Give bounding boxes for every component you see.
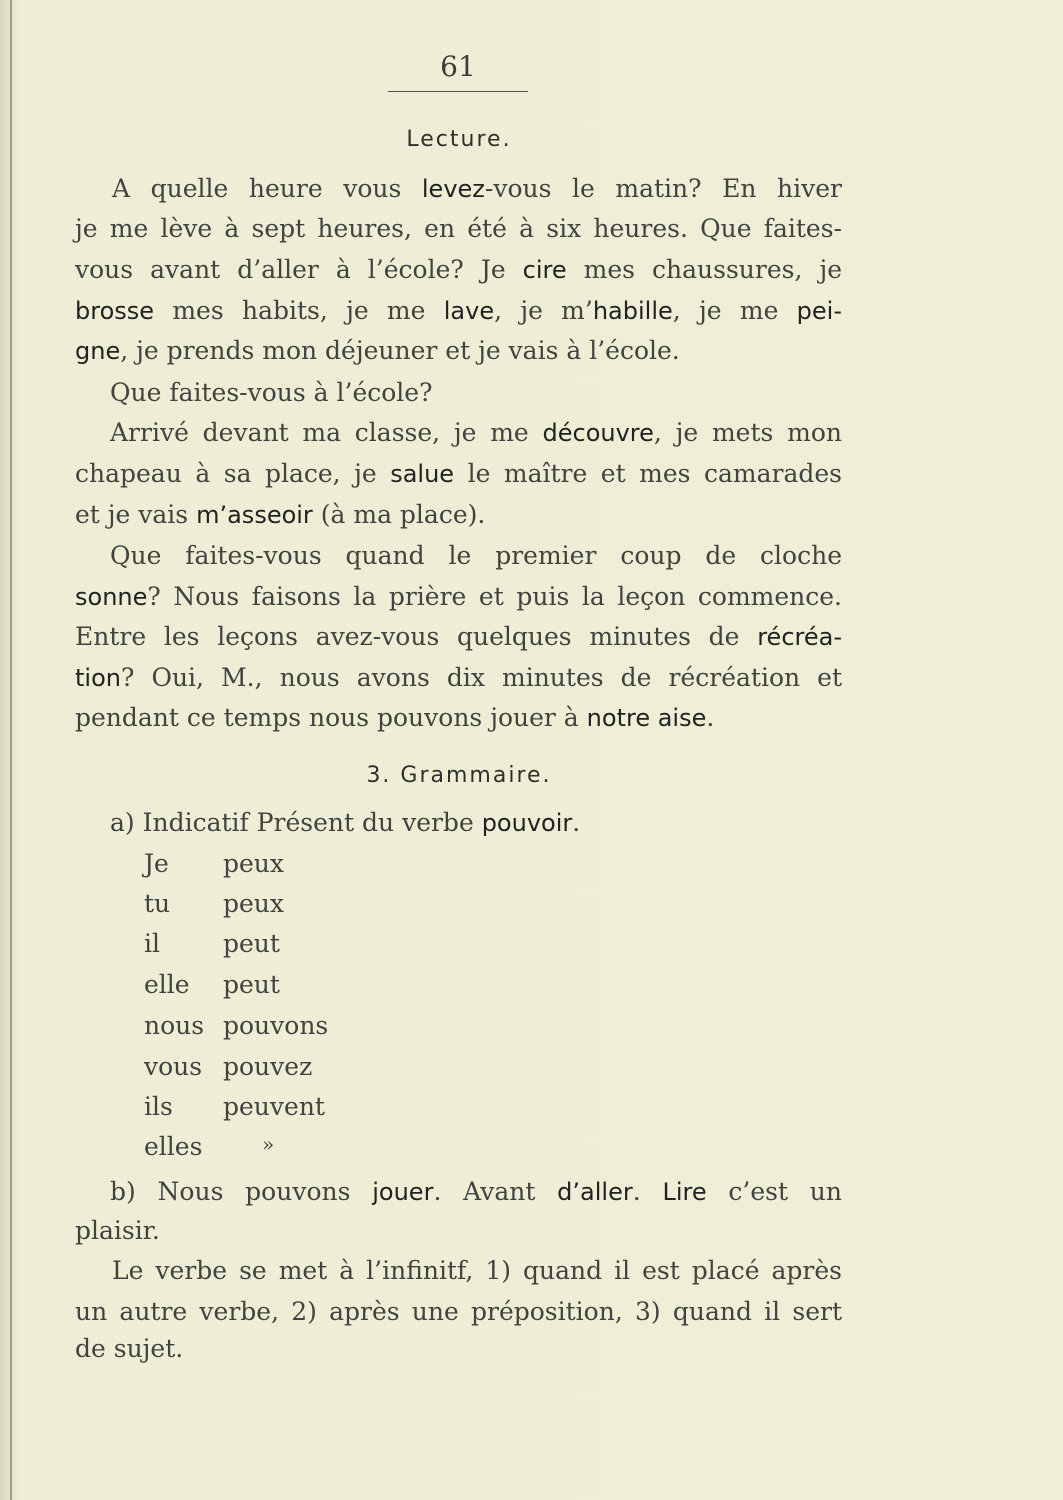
emphasized-word: cire [522,256,567,284]
conjugation-form: pouvez [223,1052,313,1081]
grammaire-a-line [110,808,580,837]
emphasized-word: brosse [75,297,155,325]
line-text: Arrivé devant ma classe, je me [110,418,543,447]
emphasized-word: récréa- [757,623,842,651]
lecture-line [75,582,842,611]
lecture-line [75,255,842,284]
lecture-line [75,459,842,488]
grammaire-heading: 3. Grammaire. [366,763,552,788]
emphasized-word: jouer [372,1178,434,1206]
conjugation-pronoun: tu [144,889,171,918]
line-text: c’est un [706,1177,842,1206]
emphasized-word: Lire [662,1178,707,1206]
lecture-line [110,418,842,447]
lecture-line [75,663,842,692]
lecture-line [75,214,842,243]
line-text: ? Oui, M., nous avons dix minutes de récréation et [120,663,842,692]
conjugation-pronoun: il [144,929,160,958]
conjugation-pronoun: elles [144,1132,203,1161]
conjugation-form: peut [223,970,280,999]
grammaire-rule-line [75,1297,842,1326]
conjugation-form: peuvent [223,1092,325,1121]
conjugation-pronoun: nous [144,1011,205,1040]
conjugation-form: peut [223,929,280,958]
conjugation-form: pouvons [223,1011,329,1040]
line-text: . [572,808,581,837]
line-text: b) Nous pouvons [110,1177,373,1206]
line-text: mes chaussures, je [566,255,842,284]
line-text: je me lève à sept heures, en été à six heures. Que faites- [75,214,842,243]
emphasized-word: sonne [75,583,148,611]
lecture-line [112,174,842,203]
line-text: -vous le matin? En hiver [484,174,843,203]
emphasized-word: gne [75,337,121,365]
line-text: et je vais [75,500,197,529]
lecture-line [75,500,485,529]
line-text: Que faites-vous quand le premier coup de cloche [110,541,842,570]
lecture-line [110,541,842,570]
emphasized-word: habille [592,297,673,325]
emphasized-word: d’aller [557,1178,633,1206]
grammaire-rule-line [75,1334,183,1363]
line-text: vous avant d’aller à l’école? Je [75,255,523,284]
line-text: plaisir. [75,1216,160,1245]
line-text: , je me [672,296,797,325]
line-text: a) Indicatif Présent du verbe [110,808,482,837]
emphasized-word: salue [390,460,455,488]
line-text: ? Nous faisons la prière et puis la leçon commence. [147,582,842,611]
emphasized-word: m’asseoir [196,501,313,529]
line-text: Le verbe se met à l’infinitf, 1) quand il est placé après [112,1256,842,1285]
grammaire-b-line [75,1216,160,1245]
emphasized-word: lave [443,297,495,325]
conjugation-form: peux [223,889,284,918]
binding-edge [10,0,12,1500]
lecture-line [75,336,680,365]
line-text: de sujet. [75,1334,184,1363]
line-text: chapeau à sa place, je [75,459,391,488]
emphasized-word: pouvoir [481,809,573,837]
line-text: . Avant [433,1177,558,1206]
emphasized-word: notre aise [586,704,707,732]
lecture-line [75,622,842,651]
emphasized-word: pei- [796,297,842,325]
lecture-heading: Lecture. [406,127,512,152]
line-text: , je m’ [494,296,593,325]
line-text: un autre verbe, 2) après une préposition, 3) quand il sert [75,1297,842,1326]
line-text: , je mets mon [653,418,842,447]
lecture-line [110,378,433,407]
emphasized-word: découvre [542,419,654,447]
line-text: Entre les leçons avez-vous quelques minutes de [75,622,758,651]
line-text: pendant ce temps nous pouvons jouer à [75,703,587,732]
line-text: le maître et mes camarades [454,459,842,488]
line-text: Que faites-vous à l’école? [110,378,433,407]
page-number: 61 [440,50,476,83]
grammaire-b-line [110,1177,842,1206]
line-text: . [706,703,715,732]
emphasized-word: levez [421,175,485,203]
line-text: mes habits, je me [154,296,444,325]
lecture-line [75,296,842,325]
conjugation-form: » [262,1132,275,1156]
emphasized-word: tion [75,664,121,692]
lecture-line [75,703,714,732]
page-number-rule [388,91,528,92]
conjugation-pronoun: ils [144,1092,173,1121]
line-text: A quelle heure vous [112,174,422,203]
line-text: (à ma place). [312,500,486,529]
conjugation-pronoun: Je [144,849,169,878]
line-text: , je prends mon déjeuner et je vais à l’école. [120,336,680,365]
conjugation-pronoun: elle [144,970,190,999]
conjugation-form: peux [223,849,284,878]
grammaire-rule-line [112,1256,842,1285]
line-text: . [632,1177,663,1206]
conjugation-pronoun: vous [144,1052,203,1081]
